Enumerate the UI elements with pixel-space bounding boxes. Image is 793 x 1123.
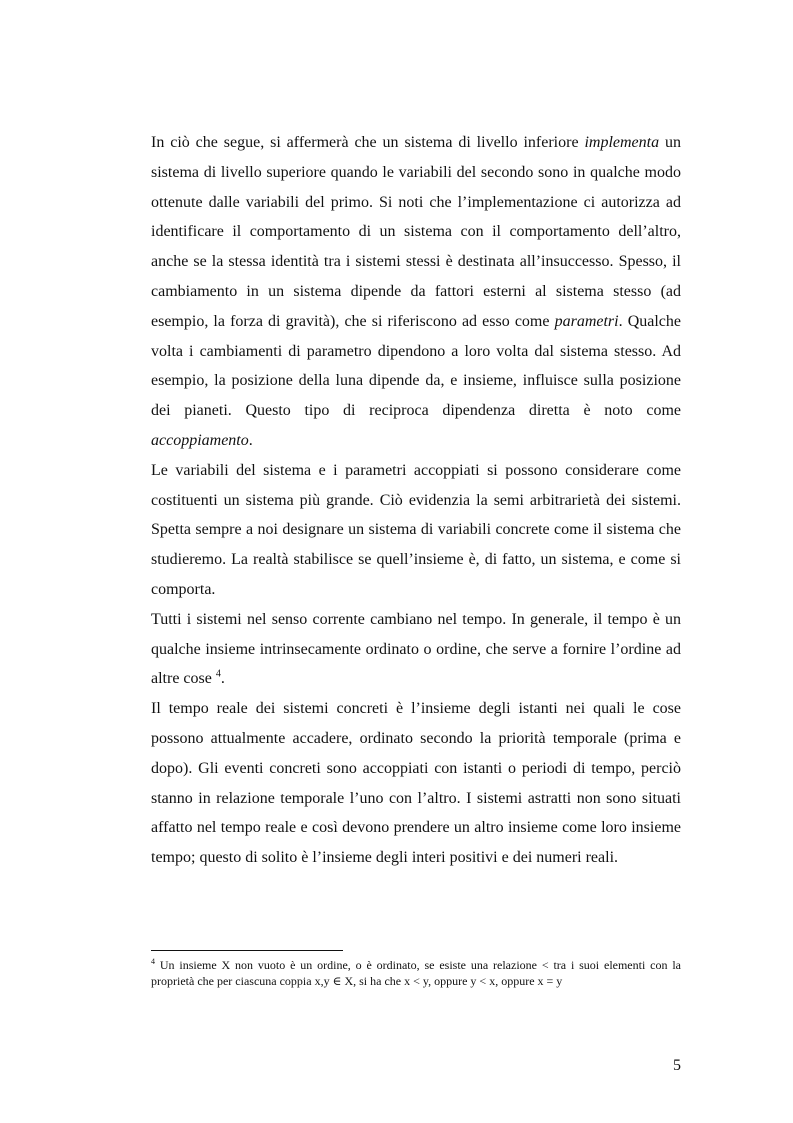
footnote-text: Un insieme X non vuoto è un ordine, o è ordinato, se esiste una relazione < tra i suoi elementi con la proprietà che per ciascuna coppia x,y ∈ X, si ha che x < y, oppure y < x, oppure x = y bbox=[151, 958, 681, 988]
text-run: Le variabili del sistema e i parametri accoppiati si possono considerare come costituenti un sistema più grande. Ciò evidenzia la semi arbitrarietà dei sistemi. Spetta sempre a noi designare un sistema di variabili concrete come il sistema che studieremo. La realtà stabilisce se quell’insieme è, di fatto, un sistema, e come si comporta. bbox=[151, 461, 681, 598]
paragraph-time bbox=[151, 605, 681, 694]
text-run: Tutti i sistemi nel senso corrente cambiano nel tempo. In generale, il tempo è un qualche insieme intrinsecamente ordinato o ordine, che serve a fornire l’ordine ad altre cose bbox=[151, 610, 681, 688]
footnote bbox=[151, 957, 681, 989]
italic-term-parametri: parametri bbox=[554, 312, 619, 330]
text-run: In ciò che segue, si affermerà che un sistema di livello inferiore bbox=[151, 134, 585, 151]
body-text bbox=[151, 128, 681, 873]
italic-term-accoppiamento: accoppiamento bbox=[151, 431, 249, 449]
text-run: Il tempo reale dei sistemi concreti è l’insieme degli istanti nei quali le cose possono attualmente accadere, ordinato secondo la priorità temporale (prima e dopo). Gli eventi concreti sono accoppiati con istanti o periodi di tempo, perciò stanno in relazione temporale l’uno con l’altro. I sistemi astratti non sono situati affatto nel tempo reale e così devono prendere un altro insieme come loro insieme tempo; questo di solito è l’insieme degli interi positivi e dei numeri reali. bbox=[151, 700, 681, 867]
text-run: . Qualche volta i cambiamenti di parametro dipendono a loro volta dal sistema stesso. Ad esempio, la posizione della luna dipende da, e insieme, influisce sulla posizione dei pianeti. Questo tipo di reciproca dipendenza diretta è noto come bbox=[151, 312, 682, 420]
footnote-reference[interactable]: 4 bbox=[215, 669, 221, 681]
paragraph-implementation bbox=[151, 128, 681, 456]
text-run: . bbox=[220, 670, 225, 688]
italic-term-implementa: implementa bbox=[584, 134, 660, 151]
page-number: 5 bbox=[673, 1057, 681, 1074]
paragraph-real-time bbox=[151, 694, 681, 873]
footnote-marker: 4 bbox=[151, 957, 155, 966]
footnote-separator bbox=[151, 950, 343, 951]
text-run: un sistema di livello superiore quando le variabili del secondo sono in qualche modo ottenute dalle variabili del primo. Si noti che l’implementazione ci autorizza ad identificare il comportamento di un sistema con il comportamento dell’altro, anche se la stessa identità tra i sistemi stessi è destinata all’insuccesso. Spesso, il cambiamento in un sistema dipende da fattori esterni al sistema stesso (ad esempio, la forza di gravità), che si riferiscono ad esso come bbox=[151, 134, 682, 330]
text-run: . bbox=[248, 431, 253, 449]
paragraph-coupled-parameters bbox=[151, 456, 681, 605]
